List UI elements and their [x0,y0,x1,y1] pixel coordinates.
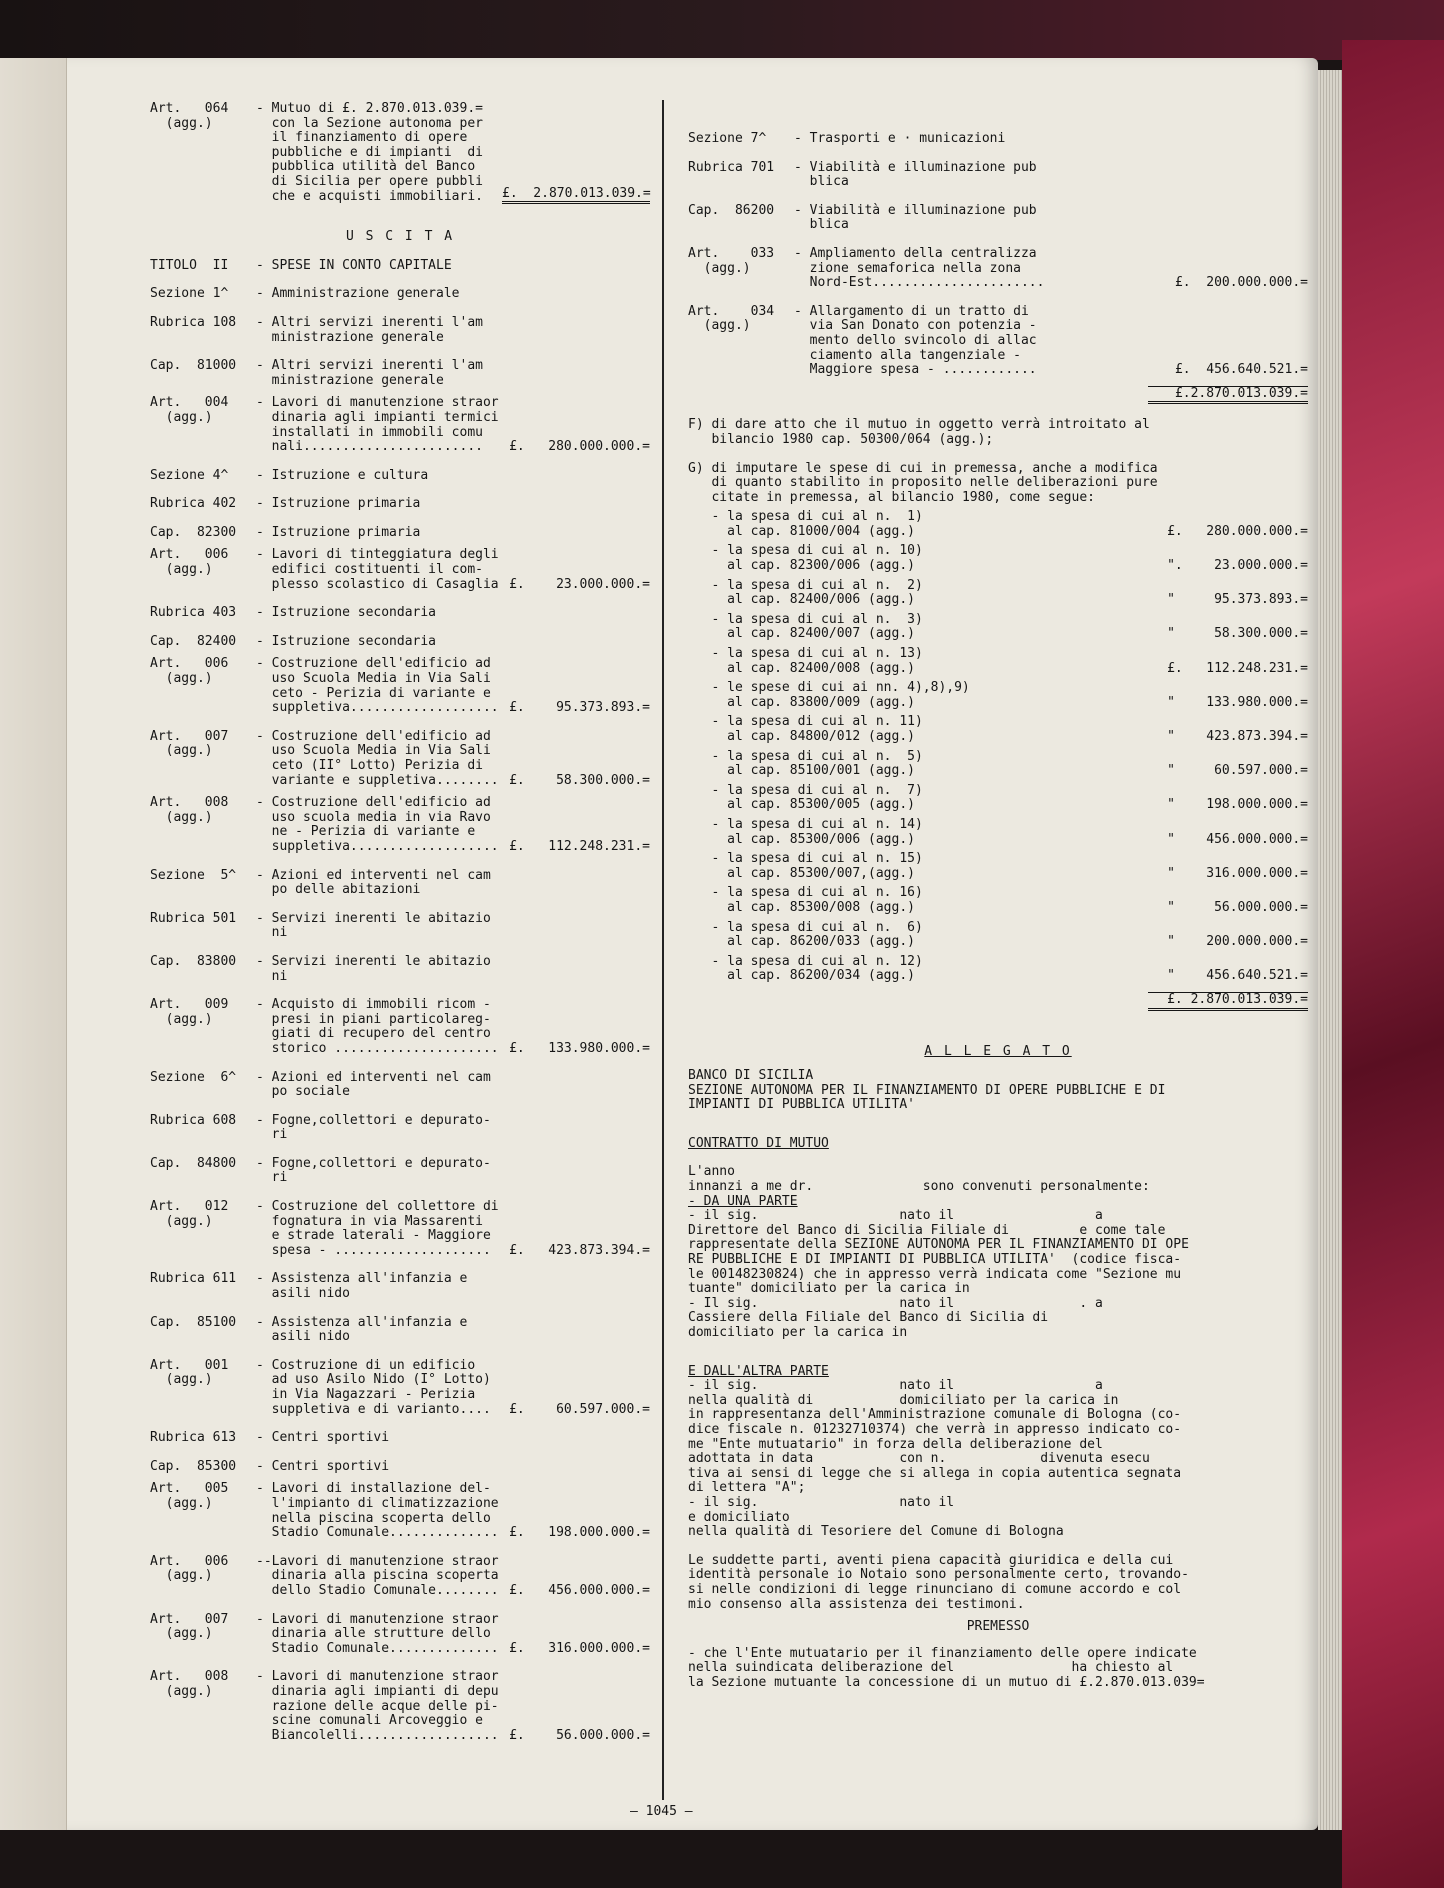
entry-label: Art. 006 (agg.) [150,656,229,687]
budget-entry [150,1670,650,1743]
entry-description: - Lavori di manutenzione straor dinaria alle strutture dello Stadio Comunale.............. [256,1611,499,1656]
entry-label: Cap. 82400 [150,633,237,649]
budget-entry [688,305,1308,378]
allocation-amount: " 58.300.000.= [1167,626,1308,642]
allegato-title: A L L E G A T O [924,1043,1072,1059]
party-one-text: - il sig. nato il a Direttore del Banco di Sicilia Filiale di e come tale rappresentate della SEZIONE AUTONOMA PER IL FINANZIAMENTO DI OPE RE PUBBLICHE E DI IMPIANTI DI PUBBLICA UTILITA' (codice fisca- le 00148230824) che in appresso verrà indicata come "Sezione mu tuante" domiciliato per la carica in - Il sig. nato il . a Cassiere della Filiale del Banco di Sicilia di domiciliato per la carica in [688,1208,1189,1340]
entry-description: - Lavori di manutenzione straor dinaria agli impianti termici installati in immobili comu nali....................... [256,395,499,455]
entry-description: - Istruzione primaria [256,524,421,540]
entry-description: - Fogne,collettori e depurato- ri [256,1112,491,1143]
budget-entry [150,1555,650,1599]
budget-entry [150,548,650,592]
budget-entry [150,955,650,984]
entry-description: - Altri servizi inerenti l'am ministrazione generale [256,314,483,345]
entry-description: - Istruzione secondaria [256,633,437,649]
allocation-text: - la spesa di cui al n. 14) al cap. 85300/006 (agg.) [711,816,923,847]
entry-label: Rubrica 701 [688,159,775,175]
capacity-statement: Le suddette parti, aventi piena capacità giuridica e della cui identità personale io Notaio sono personalmente certo, trovando- si nelle condizioni di legge rinunciano di comune accordo e col mio consenso alla assistenza dei testimoni. [688,1552,1189,1612]
entry-amount: £. 316.000.000.= [509,1640,650,1656]
allocation-item [688,750,1308,779]
allocation-total: £. 2.870.013.039.= [1148,992,1308,1011]
entry-description: - Lavori di manutenzione straor dinaria agli impianti di depu razione delle acque delle pi- scine comunali Arcoveggio e Biancolelli.................. [256,1669,499,1743]
entry-description: - Acquisto di immobili ricom - presi in piani particolareg- giati di recupero del centro storico ..................... [256,997,499,1056]
entry-description: - Altri servizi inerenti l'am ministrazione generale [256,358,483,388]
entry-description: - Costruzione del collettore di fognatura in via Massarenti e strade laterali - Maggiore spesa - .................... [256,1199,499,1258]
entry-label: Cap. 82300 [150,524,237,540]
allegato-header: BANCO DI SICILIA SEZIONE AUTONOMA PER IL FINANZIAMENTO DI OPERE PUBBLICHE E DI IMPIANTI DI PUBBLICA UTILITA' [688,1068,1166,1113]
entry-label: Sezione 7^ [688,131,767,146]
entry-description: - Lavori di installazione del- l'impianto di climatizzazione nella piscina scoperta dello Stadio Comunale.............. [256,1481,499,1541]
entry-description: - Assistenza all'infanzia e asili nido [256,1271,468,1302]
entry-label: Art. 006 (agg.) [150,547,229,578]
allocation-text: - la spesa di cui al n. 6) al cap. 86200/033 (agg.) [711,919,923,950]
entry-label: Art. 008 (agg.) [150,1669,229,1699]
allocation-text: - la spesa di cui al n. 15) al cap. 85300/007,(agg.) [711,851,923,881]
allocation-text: - la spesa di cui al n. 5) al cap. 85100/001 (agg.) [711,748,923,779]
entry-label: Art. 064 (agg.) [150,101,229,131]
entry-amount: £. 456.640.521.= [1174,362,1308,378]
section-heading: U S C I T A [345,229,455,245]
right-column [688,132,1308,1690]
entry-amount: £. 58.300.000.= [509,772,650,788]
budget-entry [150,606,650,621]
entry-amount: £. 200.000.000.= [1174,275,1308,291]
premesso-heading: PREMESSO [966,1619,1030,1635]
entry-description: - SPESE IN CONTO CAPITALE [256,257,452,273]
allocation-amount: " 200.000.000.= [1167,934,1308,950]
allocation-amount: " 456.000.000.= [1167,831,1308,847]
left-column [150,102,650,1743]
entry-description: --Lavori di manutenzione straor dinaria alla piscina scoperta dello Stadio Comunale........ [256,1553,499,1598]
allocation-item [688,852,1308,881]
budget-entry [150,526,650,541]
total-row [688,386,1308,405]
budget-entry [150,1482,650,1540]
budget-entry [150,998,650,1056]
entry-description: - Amministrazione generale [256,286,460,302]
budget-entry [150,1431,650,1446]
total-amount: £.2.870.013.039.= [1148,386,1308,405]
entry-amount: £. 60.597.000.= [509,1401,650,1417]
contract-title: CONTRATTO DI MUTUO [688,1135,829,1151]
entry-description: - Assistenza all'infanzia e asili nido [256,1314,468,1345]
allocation-text: - la spesa di cui al n. 11) al cap. 84800/012 (agg.) [711,714,923,744]
budget-entry [150,869,650,898]
entry-label: Cap. 85300 [150,1458,237,1474]
entry-amount: £. 112.248.231.= [509,838,650,854]
budget-entry [150,730,650,788]
allocation-amount: £. 280.000.000.= [1167,523,1308,539]
allocation-amount: " 60.597.000.= [1167,763,1308,779]
entry-label: Rubrica 403 [150,605,237,621]
resolution-paragraph: G) di imputare le spese di cui in premessa, anche a modifica di quanto stabilito in proposito nelle deliberazioni pure citate in premessa, al bilancio 1980, come segue: [688,460,1158,505]
resolution-paragraph: F) di dare atto che il mutuo in oggetto verrà introitato al bilancio 1980 cap. 50300/064 (agg.); [688,417,1150,447]
entry-label: Art. 034 (agg.) [688,303,775,334]
entry-description: - Istruzione primaria [256,496,421,512]
entry-label: Art. 001 (agg.) [150,1357,229,1388]
entry-amount: £. 423.873.394.= [509,1242,650,1258]
entry-label: Cap. 84800 [150,1155,237,1171]
allocation-item [688,886,1308,915]
entry-label: Rubrica 501 [150,910,237,926]
party-two-text: - il sig. nato il a nella qualità di domiciliato per la carica in in rappresentanza dell'Amministrazione comunale di Bologna (co- dice fiscale n. 01232710374) che verrà in appresso indicato co- me "Ente mutuatario" in forza della deliberazione del adottata in data con n. divenuta esecu tiva ai sensi di legge che si allega in copia autentica segnata di lettera "A"; - il sig. nato il e domiciliato nella qualità di Tesoriere del Comune di Bologna [688,1378,1182,1540]
entry-amount: £. 280.000.000.= [509,439,650,455]
budget-entry [150,1272,650,1301]
entry-amount: £. 133.980.000.= [509,1040,650,1056]
entry-description: - Trasporti e · municazioni [794,131,1006,146]
allocation-text: - la spesa di cui al n. 12) al cap. 86200/034 (agg.) [711,953,923,984]
entry-amount: £. 95.373.893.= [509,700,650,716]
allocation-amount: " 456.640.521.= [1167,968,1308,984]
party-two-heading: E DALL'ALTRA PARTE [688,1363,829,1379]
entry-description: - Istruzione secondaria [256,605,437,621]
entry-label: Rubrica 402 [150,496,237,512]
page-edges [1318,70,1342,1830]
allocation-item [688,510,1308,539]
allocation-item [688,784,1308,813]
entry-label: Cap. 81000 [150,358,237,374]
allocation-item [688,647,1308,676]
budget-entry [150,1359,650,1417]
entry-label: Sezione 1^ [150,286,229,302]
allocation-total-row [688,992,1308,1011]
entry-label: Art. 005 (agg.) [150,1481,229,1511]
entry-description: - Azioni ed interventi nel cam po sociale [256,1069,491,1100]
allocation-item [688,681,1308,710]
allocation-amount: " 198.000.000.= [1167,797,1308,813]
entry-description: - Allargamento di un tratto di via San Donato con potenzia - mento dello svincolo di allac ciamento alla tangenziale - Maggiore spesa - ............ [794,303,1037,378]
entry-label: Art. 006 (agg.) [150,1553,229,1584]
column-divider [662,100,664,1800]
allocation-text: - la spesa di cui al n. 1) al cap. 81000/004 (agg.) [711,509,923,539]
entry-description: - Costruzione dell'edificio ad uso Scuola Media in Via Sali ceto - Perizia di variante e suppletiva................... [256,656,499,716]
entry-label: Rubrica 613 [150,1430,237,1446]
entry-description: - Ampliamento della centralizza zione semaforica nella zona Nord-Est...................... [794,245,1045,291]
budget-entry [150,796,650,854]
budget-entry [150,1071,650,1100]
budget-entry [688,247,1308,291]
entry-label: Cap. 83800 [150,953,237,969]
entry-description: - Costruzione dell'edificio ad uso Scuola Media in Via Sali ceto (II° Lotto) Perizia di variante e suppletiva........ [256,728,499,788]
budget-entry [150,635,650,650]
allocation-text: - le spese di cui ai nn. 4),8),9) al cap. 83800/009 (agg.) [711,680,970,710]
allocation-amount: " 423.873.394.= [1167,729,1308,744]
allocation-item [688,544,1308,573]
entry-description: - Servizi inerenti le abitazio ni [256,953,491,984]
allocation-item [688,613,1308,642]
entry-description: - Costruzione di un edificio ad uso Asilo Nido (I° Lotto) in Via Nagazzari - Perizia suppletiva e di varianto.... [256,1357,491,1417]
entry-description: - Viabilità e illuminazione pub blica [794,159,1037,190]
entry-label: Art. 004 (agg.) [150,395,229,425]
entry-amount: £. 198.000.000.= [509,1525,650,1541]
entry-label: Rubrica 108 [150,314,237,330]
premesso-text: - che l'Ente mutuatario per il finanziamento delle opere indicate nella suindicata deliberazione del ha chiesto al la Sezione mutuante la concessione di un mutuo di £.2.870.013.039= [688,1645,1205,1690]
entry-label: Art. 012 (agg.) [150,1199,229,1229]
budget-entry [150,1316,650,1345]
entry-description: - Azioni ed interventi nel cam po delle abitazioni [256,867,491,898]
background-dark-area [0,0,1444,60]
entry-amount: £. 56.000.000.= [509,1727,650,1743]
budget-entry [150,469,650,484]
entry-description: - Lavori di tinteggiatura degli edifici costituenti il com- plesso scolastico di Casaglia [256,547,499,592]
entry-description: - Mutuo di £. 2.870.013.039.= con la Sezione autonoma per il finanziamento di opere pubbliche e di impianti di pubblica utilità del Banco di Sicilia per opere pubbli che e acquisti immobiliari. [256,101,483,204]
budget-entry [150,259,650,274]
entry-label: Cap. 86200 [688,202,775,218]
budget-entry [150,657,650,715]
entry-amount: £. 23.000.000.= [509,576,650,592]
budget-entry [688,204,1308,233]
allocation-item [688,715,1308,744]
allocation-text: - la spesa di cui al n. 13) al cap. 82400/008 (agg.) [711,646,923,676]
party-one-heading: - DA UNA PARTE [688,1193,798,1209]
entry-description: - Fogne,collettori e depurato- ri [256,1155,491,1186]
budget-entry [150,1613,650,1657]
budget-entry [150,287,650,302]
allocation-item [688,579,1308,608]
entry-label: Cap. 85100 [150,1314,237,1330]
entry-label: Sezione 6^ [150,1069,237,1085]
entry-label: Sezione 4^ [150,467,229,483]
budget-entry [150,102,650,204]
budget-entry [150,912,650,941]
allocation-amount: ". 23.000.000.= [1167,558,1308,574]
entry-label: Rubrica 608 [150,1112,237,1128]
facing-page-edge [0,58,67,1830]
entry-description: - Centri sportivi [256,1458,390,1474]
entry-label: Art. 007 (agg.) [150,1611,229,1642]
allocation-item [688,955,1308,984]
entry-description: - Viabilità e illuminazione pub blica [794,202,1037,233]
allocation-text: - la spesa di cui al n. 10) al cap. 82300/006 (agg.) [711,543,923,574]
contract-intro: L'anno innanzi a me dr. sono convenuti personalmente: [688,1164,1150,1195]
entry-label: TITOLO II [150,257,229,273]
entry-label: Art. 009 (agg.) [150,997,229,1027]
budget-entry [150,1114,650,1143]
allocation-amount: " 56.000.000.= [1167,899,1308,915]
entry-label: Art. 008 (agg.) [150,795,229,825]
budget-entry [150,497,650,512]
entry-label: Sezione 5^ [150,867,237,883]
budget-entry [688,161,1308,190]
entry-description: - Costruzione dell'edificio ad uso scuola media in via Ravo ne - Perizia di variante e suppletiva................... [256,795,499,854]
budget-entry [150,359,650,388]
allocation-text: - la spesa di cui al n. 7) al cap. 85300/005 (agg.) [711,782,923,813]
book-cover-marbled [1342,40,1444,1888]
allocation-text: - la spesa di cui al n. 3) al cap. 82400/007 (agg.) [711,611,923,642]
allocation-text: - la spesa di cui al n. 16) al cap. 85300/008 (agg.) [711,885,923,915]
entry-label: Rubrica 611 [150,1271,237,1287]
budget-entry [150,396,650,454]
budget-entry [150,1460,650,1475]
entry-description: - Servizi inerenti le abitazio ni [256,910,491,941]
allocation-amount: " 316.000.000.= [1167,865,1308,881]
allocation-item [688,818,1308,847]
budget-entry [688,132,1308,147]
budget-entry [150,1200,650,1258]
allocation-amount: £. 112.248.231.= [1167,660,1308,676]
entry-amount: £. 456.000.000.= [509,1582,650,1598]
allocation-text: - la spesa di cui al n. 2) al cap. 82400/006 (agg.) [711,577,923,608]
entry-label: Art. 033 (agg.) [688,245,775,276]
entry-amount: £. 2.870.013.039.= [502,187,650,205]
entry-description: - Centri sportivi [256,1430,390,1446]
allocation-item [688,921,1308,950]
budget-entry [150,316,650,345]
entry-label: Art. 007 (agg.) [150,728,229,759]
budget-entry [150,1157,650,1186]
entry-description: - Istruzione e cultura [256,467,429,483]
allocation-amount: " 95.373.893.= [1167,592,1308,608]
page-number: – 1045 – [630,1804,693,1819]
allocation-amount: " 133.980.000.= [1167,694,1308,710]
